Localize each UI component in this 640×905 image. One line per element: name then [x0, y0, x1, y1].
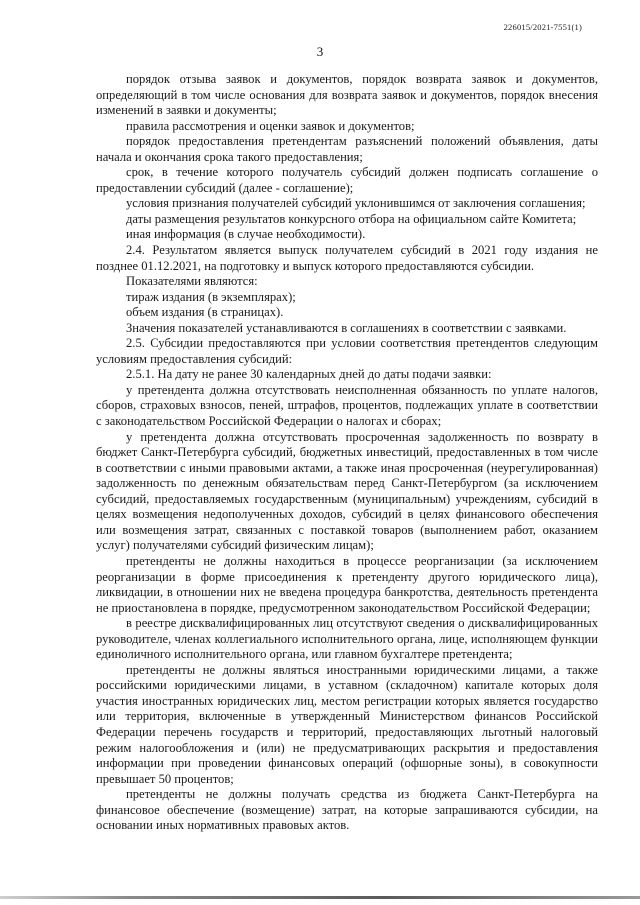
page-number: 3	[316, 44, 324, 59]
paragraph: срок, в течение которого получатель субсидий должен подписать соглашение о предоставлении субсидий (далее - соглашение);	[96, 165, 598, 195]
paragraph: претенденты не должны являться иностранными юридическими лицами, а также российскими юридическими лицами, в уставном (складочном) капитале которых доля участия иностранных юридических лиц, местом регистрации которых является государство или территория, включенные в утвержденный Министерством финансов Российской Федерации перечень государств и территорий, предоставляющих льготный налоговый режим налогообложения и (или) не предусматривающих раскрытия и предоставления информации при проведении финансовых операций (офшорные зоны), в совокупности превышает 50 процентов;	[96, 662, 598, 786]
paragraph: тираж издания (в экземплярах);	[126, 289, 296, 304]
paragraph: порядок отзыва заявок и документов, порядок возврата заявок и документов, определяющий в том числе основания для возврата заявок и документов, порядок внесения изменений в заявки и документы;	[96, 72, 598, 118]
paragraph: 2.5. Субсидии предоставляются при условии соответствия претендентов следующим условиям предоставления субсидий:	[96, 336, 598, 366]
paragraph: у претендента должна отсутствовать просроченная задолженность по возврату в бюджет Санкт-Петербурга субсидий, бюджетных инвестиций, предоставленных в том числе в соответствии с иными правовыми актами, а также иная просроченная (неурегулированная) задолженность по денежным обязательствам перед Санкт-Петербургом (за исключением субсидий, предоставляемых государственным (муниципальным) учреждениям, субсидий в целях возмещения недополученных доходов, субсидий в целях финансового обеспечения или возмещения затрат, связанных с поставкой товаров (выполнением работ, оказанием услуг) получателями субсидий физическим лицам);	[96, 429, 598, 553]
paragraph: правила рассмотрения и оценки заявок и документов;	[126, 118, 415, 133]
paragraph: иная информация (в случае необходимости).	[126, 227, 366, 242]
paragraph: объем издания (в страницах).	[126, 305, 284, 320]
document-body	[96, 72, 598, 834]
paragraph: Значения показателей устанавливаются в соглашениях в соответствии с заявками.	[126, 320, 567, 335]
document-id: 226015/2021-7551(1)	[503, 22, 582, 32]
paragraph: у претендента должна отсутствовать неисполненная обязанность по уплате налогов, сборов, страховых взносов, пеней, штрафов, процентов, подлежащих уплате в соответствии с законодательством Российской Федерации о налогах и сборах;	[96, 382, 598, 429]
paragraph: Показателями являются:	[126, 274, 258, 289]
paragraph: условия признания получателей субсидий уклонившимся от заключения соглашения;	[126, 196, 586, 211]
paragraph: порядок предоставления претендентам разъяснений положений объявления, даты начала и окончания срока такого предоставления;	[96, 134, 598, 164]
paragraph: 2.5.1. На дату не ранее 30 календарных дней до даты подачи заявки:	[126, 367, 492, 382]
paragraph: претенденты не должны получать средства из бюджета Санкт-Петербурга на финансовое обеспечение (возмещение) затрат, на которые запрашиваются субсидии, на основании иных нормативных правовых актов.	[96, 787, 598, 833]
scan-edge-line	[0, 896, 640, 899]
paragraph: претенденты не должны находиться в процессе реорганизации (за исключением реорганизации в форме присоединения к претенденту другого юридического лица), ликвидации, в отношении них не введена процедура банкротства, деятельность претендента не приостановлена в порядке, предусмотренном законодательством Российской Федерации;	[96, 553, 598, 615]
paragraph: даты размещения результатов конкурсного отбора на официальном сайте Комитета;	[126, 211, 577, 226]
paragraph: 2.4. Результатом является выпуск получателем субсидий в 2021 году издания не позднее 01.12.2021, на подготовку и выпуск которого предоставляются субсидии.	[96, 243, 598, 273]
paragraph: в реестре дисквалифицированных лиц отсутствуют сведения о дисквалифицированных руководителе, членах коллегиального исполнительного органа, лице, исполняющем функции единоличного исполнительного органа, или главном бухгалтере претендента;	[96, 616, 598, 662]
